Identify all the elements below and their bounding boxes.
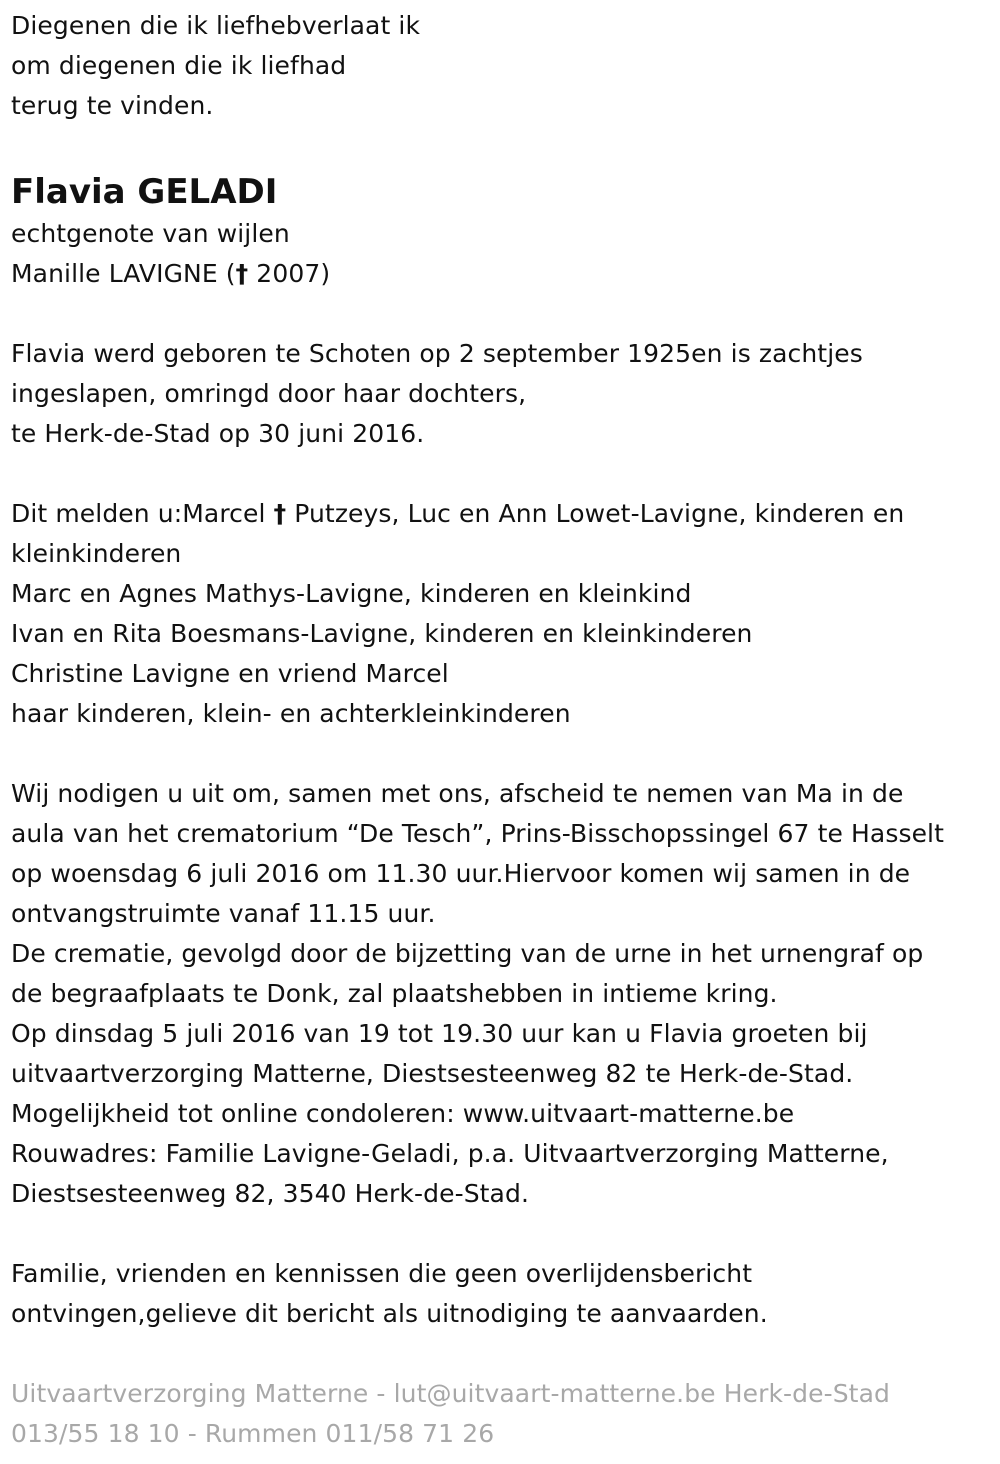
- paragraph-line: De crematie, gevolgd door de bijzetting van de urne in het urnengraf op: [11, 939, 924, 968]
- announcers-prefix: Dit melden u:Marcel: [11, 499, 274, 528]
- birth-death-paragraph: [11, 334, 995, 454]
- announcer-line: Marc en Agnes Mathys-Lavigne, kinderen en kleinkind: [11, 579, 692, 608]
- announcer-line: Christine Lavigne en vriend Marcel: [11, 659, 449, 688]
- announcer-line: Ivan en Rita Boesmans-Lavigne, kinderen en kleinkinderen: [11, 619, 753, 648]
- spacer: [11, 294, 995, 334]
- announcers-paragraph: [11, 494, 995, 734]
- paragraph-line: uitvaartverzorging Matterne, Diestsesteenweg 82 te Herk-de-Stad.: [11, 1059, 854, 1088]
- footer: [11, 1374, 995, 1454]
- ceremony-paragraph: [11, 774, 995, 1214]
- paragraph-line: Diestsesteenweg 82, 3540 Herk-de-Stad.: [11, 1179, 529, 1208]
- announcer-line: haar kinderen, klein- en achterkleinkinderen: [11, 699, 571, 728]
- paragraph-line: Mogelijkheid tot online condoleren: www.uitvaart-matterne.be: [11, 1099, 795, 1128]
- footer-line: 013/55 18 10 - Rummen 011/58 71 26: [11, 1419, 495, 1448]
- relation-text: echtgenote van wijlen: [11, 219, 290, 248]
- footer-line: Uitvaartverzorging Matterne - lut@uitvaart-matterne.be Herk-de-Stad: [11, 1379, 890, 1408]
- spacer: [11, 1214, 995, 1254]
- spacer: [11, 454, 995, 494]
- paragraph-line: Familie, vrienden en kennissen die geen overlijdensbericht: [11, 1259, 753, 1288]
- paragraph-line: Op dinsdag 5 juli 2016 van 19 tot 19.30 uur kan u Flavia groeten bij: [11, 1019, 868, 1048]
- paragraph-line: Rouwadres: Familie Lavigne-Geladi, p.a. Uitvaartverzorging Matterne,: [11, 1139, 889, 1168]
- paragraph-line: ontvangstruimte vanaf 11.15 uur.: [11, 899, 436, 928]
- spouse-name: Manille LAVIGNE (: [11, 259, 236, 288]
- paragraph-line: ontvingen,gelieve dit bericht als uitnodiging te aanvaarden.: [11, 1299, 768, 1328]
- paragraph-line: ingeslapen, omringd door haar dochters,: [11, 379, 527, 408]
- spacer: [11, 734, 995, 774]
- poem-line: terug te vinden.: [11, 91, 214, 120]
- announcers-suffix: Putzeys, Luc en Ann Lowet-Lavigne, kinderen en: [286, 499, 905, 528]
- obituary-document: [11, 6, 995, 1454]
- deceased-name: Flavia GELADI: [11, 172, 278, 212]
- paragraph-line: Flavia werd geboren te Schoten op 2 september 1925en is zachtjes: [11, 339, 863, 368]
- paragraph-line: de begraafplaats te Donk, zal plaatshebben in intieme kring.: [11, 979, 778, 1008]
- poem: [11, 6, 995, 126]
- cross-icon: †: [235, 259, 249, 288]
- announcer-line: kleinkinderen: [11, 539, 182, 568]
- deceased-block: [11, 170, 995, 294]
- paragraph-line: te Herk-de-Stad op 30 juni 2016.: [11, 419, 425, 448]
- poem-line: Diegenen die ik liefhebverlaat ik: [11, 11, 421, 40]
- paragraph-line: aula van het crematorium “De Tesch”, Prins-Bisschopssingel 67 te Hasselt: [11, 819, 945, 848]
- paragraph-line: Wij nodigen u uit om, samen met ons, afscheid te nemen van Ma in de: [11, 779, 904, 808]
- spouse-year: 2007): [248, 259, 331, 288]
- poem-line: om diegenen die ik liefhad: [11, 51, 347, 80]
- cross-icon: †: [273, 499, 287, 528]
- spouse-line: [11, 254, 995, 294]
- spacer: [11, 126, 995, 166]
- announcers-first-line: [11, 494, 995, 534]
- spacer: [11, 1334, 995, 1374]
- invitation-paragraph: [11, 1254, 995, 1334]
- paragraph-line: op woensdag 6 juli 2016 om 11.30 uur.Hiervoor komen wij samen in de: [11, 859, 911, 888]
